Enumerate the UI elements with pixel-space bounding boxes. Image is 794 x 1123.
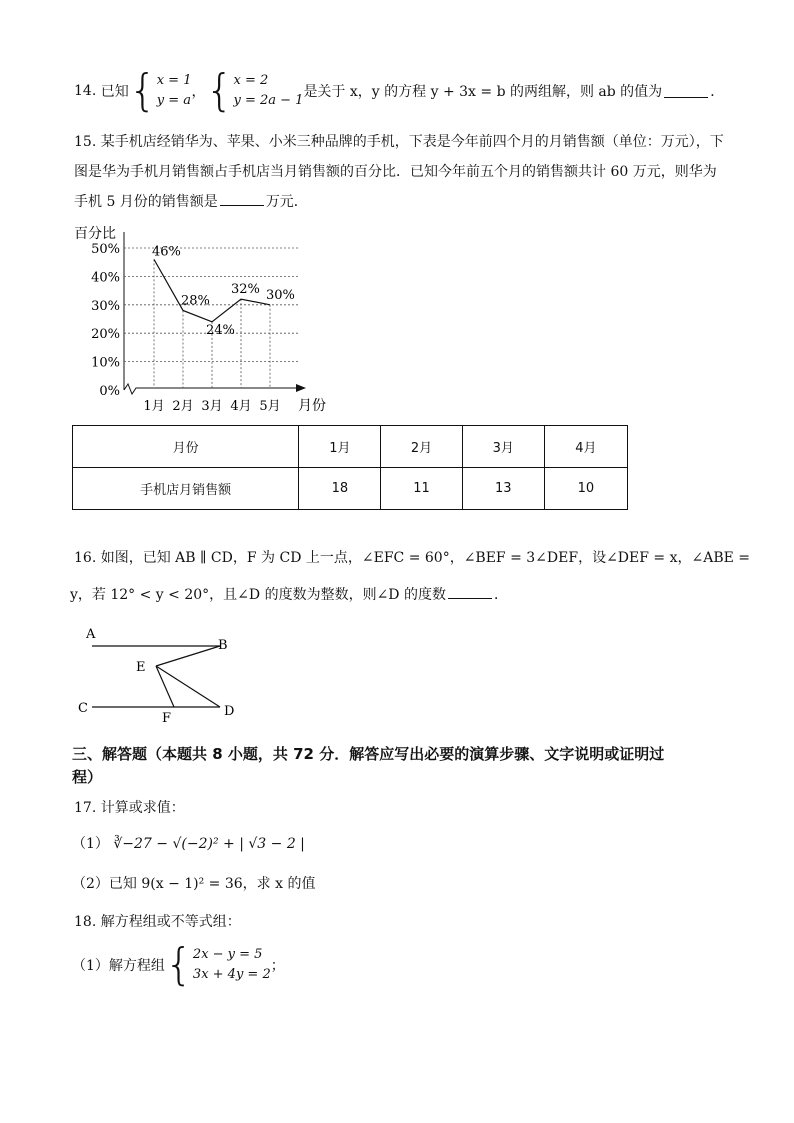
table-row — [73, 468, 628, 510]
y-axis-label: 百分比 — [74, 226, 116, 242]
section-3-heading-line-2: 程） — [72, 768, 103, 786]
brace-icon: { — [205, 65, 234, 116]
x-tick-label: 4月 — [230, 399, 252, 414]
q16-line-1: 16. 如图，已知 AB ∥ CD，F 为 CD 上一点，∠EFC = 60°，∠BEF = 3∠DEF，设∠DEF = x，∠ABE = — [74, 550, 751, 566]
y-tick-label: 30% — [91, 298, 120, 314]
chart-data-labels — [152, 244, 295, 337]
table-cell: 3月 — [462, 426, 544, 468]
table-header-row — [73, 426, 628, 468]
table-cell: 4月 — [544, 426, 627, 468]
point-label-b: B — [218, 638, 228, 653]
q18-eq2: 3x + 4y = 2 — [192, 967, 271, 982]
y-tick-label: 10% — [91, 355, 120, 371]
chart-x-ticks — [143, 399, 280, 414]
point-label-f: F — [162, 711, 172, 726]
y-tick-label: 40% — [91, 270, 120, 286]
q14-number: 14. — [74, 83, 97, 99]
answer-blank — [220, 193, 264, 206]
chart-y-ticks — [91, 242, 120, 399]
q15-line-3b: 万元． — [265, 194, 308, 210]
table-cell: 月份 — [73, 426, 299, 468]
table-cell: 13 — [462, 468, 544, 510]
answer-blank — [664, 85, 708, 98]
y-tick-label: 20% — [91, 327, 120, 343]
x-tick-label: 1月 — [143, 399, 165, 414]
data-label: 28% — [181, 293, 210, 309]
answer-blank — [448, 586, 492, 599]
q18-part-1 — [72, 940, 285, 990]
q15-line-3 — [74, 191, 308, 211]
point-label-a: A — [86, 627, 96, 642]
q17-p1-label: （1） — [72, 836, 109, 852]
point-label-c: C — [78, 701, 88, 716]
q14-end: ． — [710, 84, 725, 100]
x-tick-label: 2月 — [172, 399, 194, 414]
table-cell: 11 — [381, 468, 462, 510]
data-label: 46% — [152, 244, 181, 260]
x-axis-arrow-icon — [296, 384, 306, 392]
q14-sys1-eq2: y = a — [156, 93, 191, 108]
data-label: 24% — [206, 322, 235, 338]
percentage-line-chart — [66, 218, 346, 423]
y-tick-label: 50% — [91, 242, 120, 257]
q15-line-3a: 手机 5 月份的销售额是 — [74, 194, 218, 210]
q15-line-1: 15. 某手机店经销华为、苹果、小米三种品牌的手机，下表是今年前四个月的月销售额（单位：万元），下 — [74, 134, 724, 150]
brace-icon: { — [164, 939, 193, 990]
point-label-e: E — [136, 660, 146, 675]
q17-part-2: （2）已知 9(x − 1)² = 36，求 x 的值 — [72, 876, 316, 892]
q17-part-1 — [72, 833, 305, 853]
y-tick-label: 0% — [99, 384, 120, 399]
x-tick-label: 5月 — [259, 399, 281, 414]
q18-title: 18. 解方程组或不等式组： — [74, 914, 241, 930]
q14-system-2 — [233, 71, 303, 111]
q14-separator: ， — [191, 84, 206, 100]
q18-p1-label: （1）解方程组 — [72, 958, 165, 974]
sales-table — [72, 425, 628, 510]
table-cell: 10 — [544, 468, 627, 510]
q14-text: 是关于 x，y 的方程 y + 3x = b 的两组解，则 ab 的值为 — [303, 84, 663, 100]
q18-end: ； — [270, 958, 285, 974]
q15-line-2: 图是华为手机月销售额占手机店当月销售额的百分比．已知今年前五个月的销售额共计 60 万元，则华为 — [74, 164, 717, 180]
q16-line-2a: y，若 12° < y < 20°，且∠D 的度数为整数，则∠D 的度数 — [70, 587, 446, 603]
table-cell: 手机店月销售额 — [73, 468, 299, 510]
section-3-heading-line-1: 三、解答题（本题共 8 小题，共 72 分．解答应写出必要的演算步骤、文字说明或证明过 — [72, 745, 665, 763]
q17-p1-expression: ∛−27 − √(−2)² + | √3 − 2 | — [113, 836, 305, 852]
chart-grid — [124, 248, 300, 388]
point-label-d: D — [224, 704, 235, 719]
q14-system-1 — [157, 71, 192, 111]
q14-prefix: 已知 — [100, 84, 129, 100]
q17-title: 17. 计算或求值： — [74, 800, 185, 816]
q16-line-2b: ． — [493, 587, 508, 603]
table-cell: 2月 — [381, 426, 462, 468]
x-axis-label: 月份 — [298, 398, 326, 414]
q16-line-2 — [70, 584, 508, 604]
q14-sys2-eq2: y = 2a − 1 — [233, 93, 304, 108]
q18-eq1: 2x − y = 5 — [192, 947, 263, 962]
x-tick-label: 3月 — [201, 399, 223, 414]
q14-sys2-eq1: x = 2 — [233, 73, 269, 88]
data-label: 32% — [231, 282, 260, 298]
brace-icon: { — [128, 65, 157, 116]
q18-system — [193, 945, 271, 985]
geometry-figure — [74, 622, 254, 728]
segment-eb — [156, 646, 220, 666]
table-cell: 1月 — [299, 426, 381, 468]
q14-sys1-eq1: x = 1 — [156, 73, 192, 88]
data-label: 30% — [266, 287, 295, 303]
question-14 — [74, 66, 724, 116]
x-axis — [124, 384, 298, 394]
table-cell: 18 — [299, 468, 381, 510]
